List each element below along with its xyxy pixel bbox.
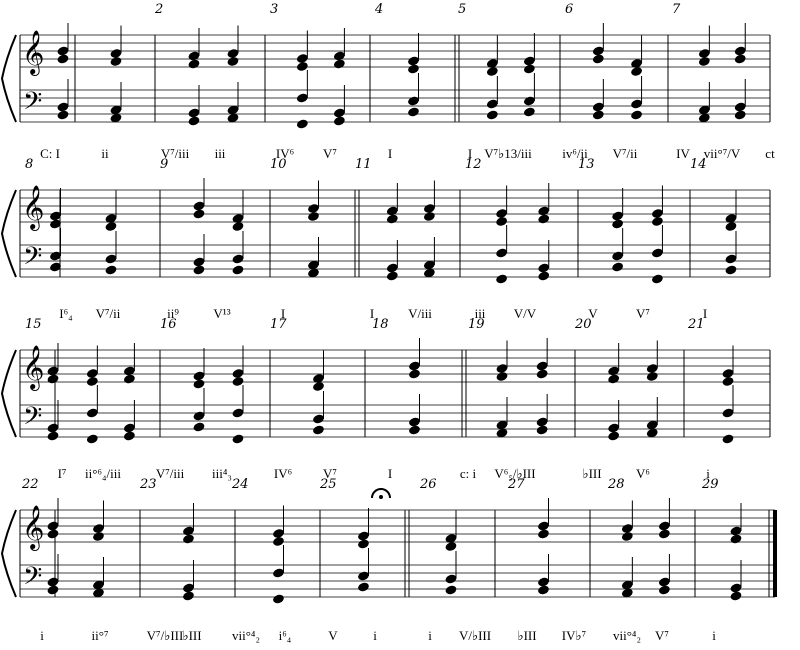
- measure-number: 12: [465, 157, 482, 172]
- roman-numeral: I: [280, 306, 286, 321]
- measure-number: 11: [355, 157, 372, 172]
- roman-numeral: I⁶₄: [59, 306, 73, 321]
- roman-numeral: vii°⁴₂: [232, 628, 260, 643]
- roman-numeral: C: I: [40, 146, 60, 161]
- note-head: [407, 63, 420, 74]
- measure-number: 13: [578, 157, 595, 172]
- roman-numeral: c: i: [459, 466, 477, 481]
- note-head: [651, 273, 664, 284]
- note-head: [46, 373, 59, 384]
- note-head: [495, 273, 508, 284]
- note-head: [182, 590, 195, 601]
- roman-numeral: i: [706, 466, 710, 481]
- note-head: [86, 433, 99, 444]
- roman-numeral: V: [328, 628, 338, 643]
- measure-number: 14: [690, 157, 707, 172]
- measure-number: 18: [372, 317, 389, 332]
- roman-numeral: I⁷: [57, 466, 67, 481]
- note-head: [104, 264, 117, 275]
- note-head: [536, 368, 549, 379]
- roman-numeral: V/♭III: [458, 628, 492, 643]
- measure-number: 25: [320, 477, 337, 492]
- note-head: [226, 56, 239, 67]
- note-head: [92, 531, 105, 542]
- note-head: [658, 584, 671, 595]
- note-head: [486, 109, 499, 120]
- roman-numeral: iii⁴₃: [212, 466, 232, 481]
- note-head: [444, 541, 457, 552]
- roman-numeral: I: [387, 466, 393, 481]
- roman-numeral: V⁷: [655, 628, 669, 643]
- roman-numeral: IV: [676, 146, 690, 161]
- note-head: [408, 368, 421, 379]
- roman-numeral: ♭III: [582, 466, 602, 481]
- note-head: [192, 208, 205, 219]
- roman-numeral: i: [40, 628, 44, 643]
- measure-number: 26: [420, 477, 437, 492]
- roman-numeral: V⁷/iii: [155, 466, 185, 481]
- measure-number: 4: [375, 2, 384, 17]
- note-head: [721, 433, 734, 444]
- note-head: [724, 221, 737, 232]
- roman-numeral: I: [467, 146, 473, 161]
- note-head: [386, 213, 399, 224]
- note-head: [630, 109, 643, 120]
- bass-clef: 𝄢: [23, 402, 43, 437]
- note-head: [272, 593, 285, 604]
- note-head: [536, 424, 549, 435]
- note-head: [182, 533, 195, 544]
- note-head: [408, 424, 421, 435]
- note-head: [386, 270, 399, 281]
- bass-clef: 𝄢: [23, 562, 43, 597]
- note-head: [646, 371, 659, 382]
- roman-numeral: V⁶: [636, 466, 650, 481]
- roman-numeral: ii⁹: [167, 306, 179, 321]
- roman-numeral: ct: [765, 146, 775, 161]
- brace: [2, 190, 16, 277]
- roman-numeral: V⁷/ii: [95, 306, 121, 321]
- fermata-dot: [379, 495, 383, 499]
- note-head: [698, 56, 711, 67]
- note-head: [46, 528, 59, 539]
- roman-numeral: i: [712, 628, 716, 643]
- note-head: [231, 433, 244, 444]
- roman-numeral: i⁶₄: [278, 628, 292, 643]
- note-head: [630, 66, 643, 77]
- note-head: [46, 430, 59, 441]
- roman-numeral: V⁷: [323, 146, 337, 161]
- brace: [2, 510, 16, 597]
- note-head: [611, 218, 624, 229]
- note-head: [231, 221, 244, 232]
- note-head: [231, 264, 244, 275]
- roman-numeral: V⁷: [323, 466, 337, 481]
- measure-number: 6: [565, 2, 574, 17]
- treble-clef: 𝄞: [22, 30, 45, 74]
- measure-number: 28: [608, 477, 625, 492]
- measure-number: 20: [575, 317, 592, 332]
- roman-numeral: V: [588, 306, 598, 321]
- measure-number: 3: [270, 2, 279, 17]
- score-system: [2, 317, 770, 481]
- note-head: [192, 378, 205, 389]
- note-head: [357, 581, 370, 592]
- note-head: [523, 63, 536, 74]
- note-head: [523, 106, 536, 117]
- note-head: [407, 106, 420, 117]
- measure-number: 15: [25, 317, 42, 332]
- roman-numeral: iv⁶/ii: [562, 146, 588, 161]
- measure-number: 16: [160, 317, 177, 332]
- note-head: [187, 58, 200, 69]
- note-head: [729, 590, 742, 601]
- roman-numeral: V⁷♭13/iii: [484, 146, 532, 161]
- roman-numeral: V⁶₅/♭III: [494, 466, 536, 481]
- measure-number: 24: [232, 477, 249, 492]
- measure-number: 5: [458, 2, 467, 17]
- roman-numeral: ♭III: [182, 628, 202, 643]
- measure-number: 22: [22, 477, 39, 492]
- note-head: [192, 264, 205, 275]
- note-head: [123, 373, 136, 384]
- note-head: [658, 528, 671, 539]
- note-head: [333, 58, 346, 69]
- score-system: [2, 157, 770, 321]
- note-head: [444, 584, 457, 595]
- note-head: [592, 53, 605, 64]
- measure-number: 27: [508, 477, 525, 492]
- roman-numeral: iii: [214, 146, 226, 161]
- roman-numeral: vii°⁷/V: [703, 146, 741, 161]
- roman-numeral: IV♭⁷: [561, 628, 587, 643]
- note-head: [296, 118, 309, 129]
- note-head: [192, 421, 205, 432]
- measure-number: 21: [688, 317, 705, 332]
- roman-numeral: i: [373, 628, 377, 643]
- note-head: [611, 261, 624, 272]
- note-head: [607, 373, 620, 384]
- roman-numeral: i: [428, 628, 432, 643]
- roman-numeral: IV⁶: [273, 466, 293, 481]
- note-head: [592, 109, 605, 120]
- note-head: [734, 109, 747, 120]
- note-head: [123, 430, 136, 441]
- note-head: [537, 584, 550, 595]
- roman-numeral: V¹³: [213, 306, 231, 321]
- measure-number: 2: [155, 2, 164, 17]
- note-head: [56, 53, 69, 64]
- roman-numeral: ii: [101, 146, 109, 161]
- roman-numeral: ♭III: [517, 628, 537, 643]
- note-head: [104, 221, 117, 232]
- note-head: [307, 211, 320, 222]
- roman-numeral: V/iii: [408, 306, 432, 321]
- note-head: [724, 264, 737, 275]
- brace: [2, 350, 16, 437]
- note-head: [187, 115, 200, 126]
- note-head: [729, 533, 742, 544]
- note-head: [333, 115, 346, 126]
- note-head: [537, 528, 550, 539]
- note-head: [537, 270, 550, 281]
- measure-number: 17: [270, 317, 287, 332]
- note-head: [607, 430, 620, 441]
- measure-number: 10: [270, 157, 287, 172]
- roman-numeral: ii°⁷: [91, 628, 109, 643]
- note-head: [621, 531, 634, 542]
- roman-numeral: V⁷/ii: [612, 146, 638, 161]
- brace: [2, 35, 16, 122]
- score-system: [2, 2, 775, 161]
- note-head: [486, 66, 499, 77]
- measure-number: 7: [672, 2, 681, 17]
- roman-numeral: I: [369, 306, 375, 321]
- roman-numeral: ii°⁶₄/iii: [85, 466, 121, 481]
- roman-numeral: iii: [474, 306, 486, 321]
- note-head: [537, 213, 550, 224]
- note-head: [423, 211, 436, 222]
- measure-number: 23: [140, 477, 157, 492]
- measure-number: 8: [25, 157, 34, 172]
- measure-number: 9: [160, 157, 169, 172]
- note-head: [357, 538, 370, 549]
- measure-number: 19: [468, 317, 485, 332]
- bass-clef: 𝄢: [23, 242, 43, 277]
- roman-numeral: vii°⁴₂: [613, 628, 641, 643]
- treble-clef: 𝄞: [22, 185, 45, 229]
- roman-numeral: V⁷/iii: [160, 146, 190, 161]
- note-head: [109, 56, 122, 67]
- bass-clef: 𝄢: [23, 87, 43, 122]
- note-head: [56, 109, 69, 120]
- roman-numeral: V/V: [513, 306, 537, 321]
- note-head: [734, 53, 747, 64]
- note-head: [495, 371, 508, 382]
- roman-numeral: V⁷: [636, 306, 650, 321]
- treble-clef: 𝄞: [22, 505, 45, 549]
- note-head: [312, 381, 325, 392]
- roman-numeral: IV⁶: [275, 146, 295, 161]
- note-head: [312, 424, 325, 435]
- measure-number: 29: [702, 477, 719, 492]
- score-system: [2, 477, 775, 643]
- note-head: [46, 584, 59, 595]
- roman-numeral: V⁷/♭III: [146, 628, 184, 643]
- roman-numeral: I: [387, 146, 393, 161]
- treble-clef: 𝄞: [22, 345, 45, 389]
- roman-numeral: I: [702, 306, 708, 321]
